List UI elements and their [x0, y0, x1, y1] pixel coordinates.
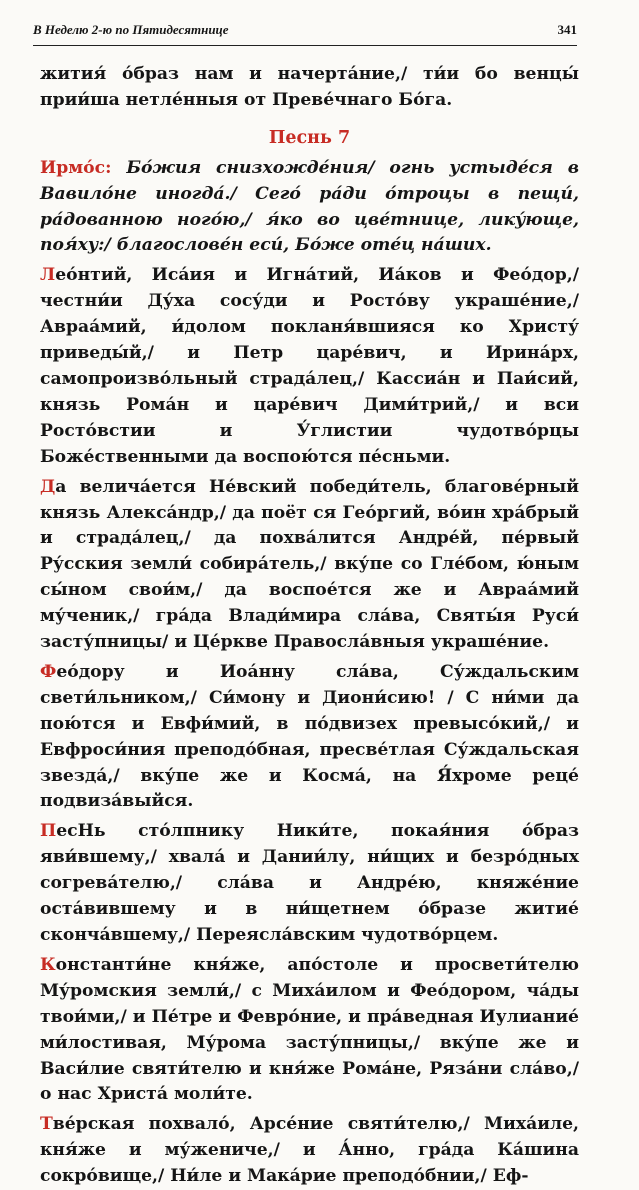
troparion-initial: К — [40, 954, 56, 975]
troparion-5 — [40, 953, 579, 1108]
troparion-4 — [40, 819, 579, 949]
troparion-1 — [40, 263, 579, 470]
troparion-6 — [40, 1112, 579, 1190]
troparion-text: онстанти́не кня́же, апо́столе и просвети́телю Му́ромския земли́,/ с Миха́илом и Фео́дором, ча́ды твои́ми,/ и Пе́тре и Февро́ние, и пра́ведная Иулиание́ ми́лостивая, Му́рома засту́пницы,/ вку́пе же и Васи́лие святи́телю и кня́же Рома́не, Ряза́ни сла́во,/ о нас Христа́ моли́те. — [40, 954, 579, 1105]
page-body — [40, 62, 579, 1190]
troparion-text: ео́нтий, Иса́ия и Игна́тий, Иа́ков и Фео́дор,/ честни́и Ду́ха сосу́ди и Росто́ву украше́ние,/ Авраа́мий, и́долом покланя́вшияся ко Христу́ приведы́й,/ и Петр царе́вич, и Ирина́рх, самопроизво́льный страда́лец,/ Кассиа́н и Паи́сий, князь Рома́н и царе́вич Дими́трий,/ и вси Росто́встии и У́глистии чудотво́рцы Боже́ственными да воспою́тся пе́сньми. — [40, 265, 579, 467]
troparion-text: ве́рская похвало́, Арсе́ние святи́телю,/ Миха́иле, кня́же и му́жениче,/ и А́нно, гра́да Ка́шина сокро́вище,/ Ни́ле и Мака́рие преподо́бнии,/ Еф- — [40, 1114, 579, 1187]
troparion-initial: П — [40, 821, 57, 842]
troparion-initial: Д — [40, 476, 56, 497]
running-head-title: В Неделю 2-ю по Пятидесятнице — [33, 22, 229, 37]
irmos-paragraph — [40, 156, 579, 260]
troparion-initial: Л — [40, 265, 56, 286]
page-number: 341 — [557, 22, 577, 37]
troparion-initial: Ф — [40, 661, 57, 682]
irmos-text: Бо́жия снизхожде́ния/ огнь устыде́ся в Вавило́не иногда́./ Сего́ ра́ди о́троцы в пещи́, ра́дованною ного́ю,/ я́ко во цве́тнице, лику́юще, поя́ху:/ благослове́н еси́, Бо́же оте́ц на́ших. — [40, 157, 579, 256]
troparion-2 — [40, 475, 579, 656]
troparion-initial: Т — [40, 1114, 53, 1135]
troparion-text: есНь сто́лпнику Ники́те, покая́ния о́браз яви́вшему,/ хвала́ и Дании́лу, ни́щих и безро́дных согрева́телю,/ сла́ва и Андре́ю, княже́ние оста́вившему и в ни́щетнем о́бразе житие́ сконча́вшему,/ Переясла́вским чудотво́рцем. — [40, 821, 579, 945]
troparion-3 — [40, 660, 579, 815]
irmos-label: Ирмо́с: — [40, 157, 112, 178]
running-head — [33, 22, 577, 38]
troparion-text: а велича́ется Не́вский победи́тель, благове́рный князь Алекса́ндр,/ да поёт ся Гео́ргий, во́ин хра́брый и страда́лец,/ да похва́лится Андре́й, пе́рвый Ру́сския земли́ собира́тель,/ вку́пе со Гле́бом, ю́ным сы́ном свои́м,/ да воспое́тся же и Авраа́мий му́ченик,/ гра́да Влади́мира сла́ва, Святы́я Руси́ засту́пницы/ и Це́ркве Правосла́вныя украше́ние. — [40, 476, 579, 653]
ode-heading: Песнь 7 — [268, 127, 351, 148]
header-rule — [33, 45, 577, 46]
continuation-paragraph: жития́ о́браз нам и начерта́ние,/ ти́и бо венцы́ прии́ша нетле́нныя от Преве́чнаго Бо́га. — [40, 64, 579, 110]
troparion-text: ео́дору и Иоа́нну сла́ва, Су́ждальским свети́льником,/ Си́мону и Диони́сию! / С ни́ми да пою́тся и Евфи́мий, в по́двизех превысо́кий,/ и Евфроси́ния преподо́бная, пресве́тлая Су́ждальская звезда́,/ вку́пе же и Косма́, на Я́хроме реце́ подвиза́выйся. — [40, 661, 579, 812]
